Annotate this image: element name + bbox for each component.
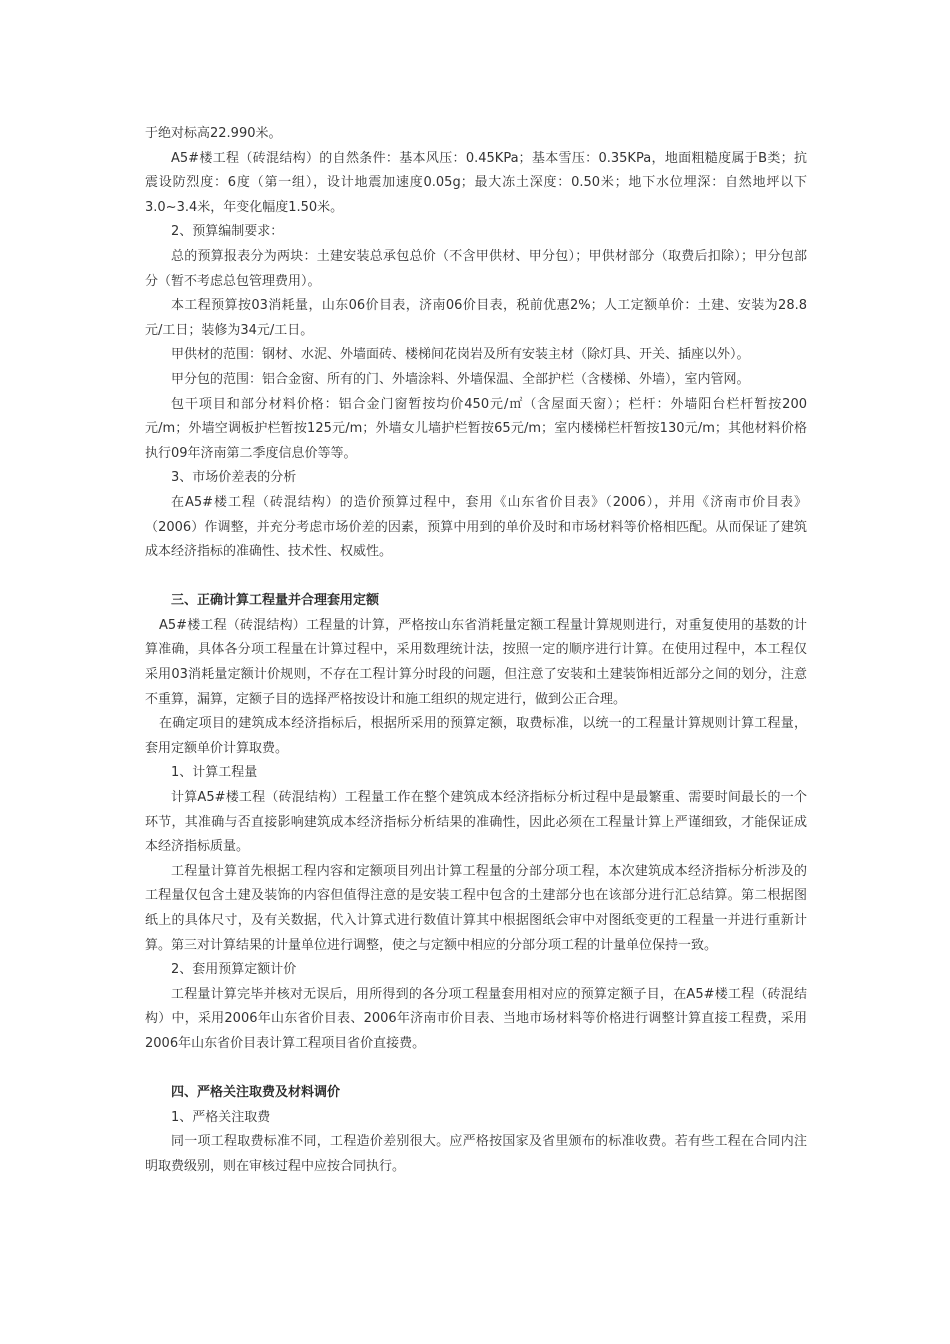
subheading: 3、市场价差表的分析 [171, 470, 297, 486]
paragraph: 同一项工程取费标准不同，工程造价差别很大。应严格按国家及省里颁布的标准收费。若有些工程在合同内注明取费级别，则在审核过程中应按合同执行。 [145, 1134, 807, 1174]
document-page [145, 122, 807, 1180]
paragraph: 总的预算报表分为两块：土建安装总承包总价（不含甲供材、甲分包）；甲供材部分（取费后扣除）；甲分包部分（暂不考虑总包管理费用）。 [145, 248, 807, 289]
paragraph: 包干项目和部分材料价格：铝合金门窗暂按均价450元/㎡（含屋面天窗）；栏杆：外墙阳台栏杆暂按200元/m；外墙空调板护栏暂按125元/m；外墙女儿墙护栏暂按65元/m；室内楼梯栏杆暂按130元/m；其他材料价格执行09年济南第二季度信息价等等。 [145, 396, 807, 461]
paragraph: 于绝对标高22.990米。 [145, 126, 282, 141]
paragraph: 甲供材的范围：钢材、水泥、外墙面砖、楼梯间花岗岩及所有安装主材（除灯具、开关、插座以外）。 [171, 347, 750, 363]
section-heading: 三、正确计算工程量并合理套用定额 [171, 593, 380, 609]
paragraph: 甲分包的范围：铝合金窗、所有的门、外墙涂料、外墙保温、全部护栏（含楼梯、外墙），室内管网。 [171, 371, 750, 387]
paragraph: 计算A5#楼工程（砖混结构）工程量工作在整个建筑成本经济指标分析过程中是最繁重、需要时间最长的一个环节，其准确与否直接影响建筑成本经济指标分析结果的准确性，因此必须在工程量计算上严谨细致，才能保证成本经济指标质量。 [145, 790, 807, 855]
paragraph: 在A5#楼工程（砖混结构）的造价预算过程中，套用《山东省价目表》（2006），并用《济南市价目表》（2006）作调整，并充分考虑市场价差的因素，预算中用到的单价及时和市场材料等价格相匹配。从而保证了建筑成本经济指标的准确性、技术性、权威性。 [145, 494, 807, 560]
subheading: 1、严格关注取费 [171, 1109, 271, 1125]
subheading: 2、套用预算定额计价 [171, 962, 297, 978]
paragraph: 工程量计算首先根据工程内容和定额项目列出计算工程量的分部分项工程，本次建筑成本经济指标分析涉及的工程量仅包含土建及装饰的内容但值得注意的是安装工程中包含的土建部分也在该部分进行汇总结算。第二根据图纸上的具体尺寸，及有关数据，代入计算式进行数值计算其中根据图纸会审中对图纸变更的工程量一并进行重新计算。第三对计算结果的计量单位进行调整，使之与定额中相应的分部分项工程的计量单位保持一致。 [145, 863, 807, 953]
subheading: 1、计算工程量 [171, 765, 258, 781]
paragraph: 本工程预算按03消耗量，山东06价目表，济南06价目表，税前优惠2%；人工定额单价：土建、安装为28.8元/工日；装修为34元/工日。 [145, 298, 807, 338]
section-heading: 四、严格关注取费及材料调价 [171, 1085, 341, 1101]
paragraph: A5#楼工程（砖混结构）的自然条件：基本风压：0.45KPa；基本雪压：0.35KPa，地面粗糙度属于B类；抗震设防烈度：6度（第一组），设计地震加速度0.05g；最大冻土深度：0.50米；地下水位埋深：自然地坪以下3.0~3.4米，年变化幅度1.50米。 [145, 150, 807, 215]
paragraph: 在确定项目的建筑成本经济指标后，根据所采用的预算定额，取费标准，以统一的工程量计算规则计算工程量，套用定额单价计算取费。 [145, 716, 807, 756]
paragraph: 工程量计算完毕并核对无误后，用所得到的各分项工程量套用相对应的预算定额子目，在A5#楼工程（砖混结构）中，采用2006年山东省价目表、2006年济南市价目表、当地市场材料等价格进行调整计算直接工程费，采用2006年山东省价目表计算工程项目省价直接费。 [145, 986, 807, 1051]
subheading: 2、预算编制要求： [171, 224, 284, 240]
paragraph: A5#楼工程（砖混结构）工程量的计算，严格按山东省消耗量定额工程量计算规则进行，对重复使用的基数的计算准确，具体各分项工程量在计算过程中，采用数理统计法，按照一定的顺序进行计算。在使用过程中，本工程仅采用03消耗量定额计价规则，不存在工程计算分时段的问题，但注意了安装和土建装饰相近部分之间的划分，注意不重算，漏算，定额子目的选择严格按设计和施工组织的规定进行，做到公正合理。 [145, 617, 807, 707]
